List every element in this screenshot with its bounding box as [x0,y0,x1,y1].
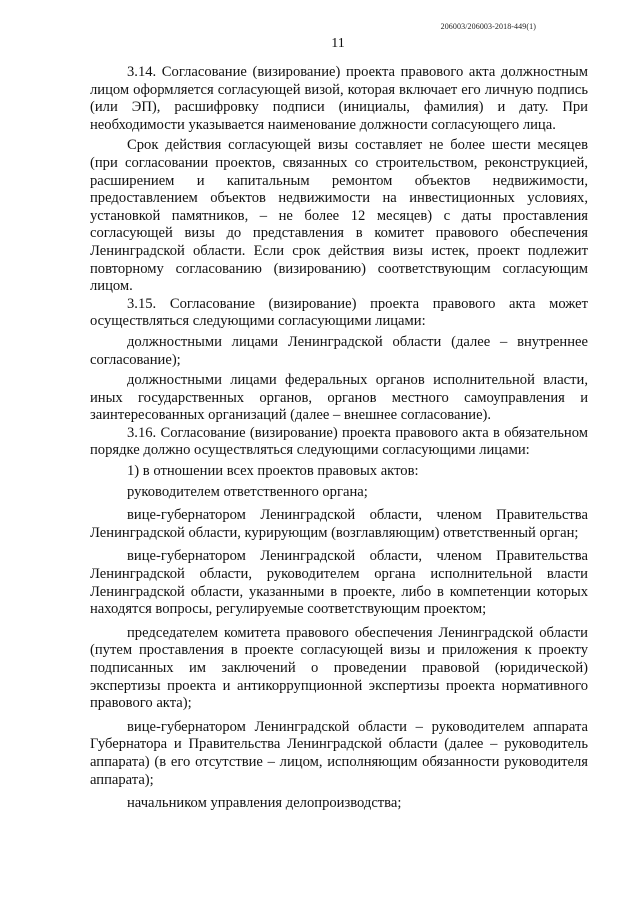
paragraph-external-approval: должностными лицами федеральных органов исполнительной власти, иных государственных органов, органов местного самоуправления и заинтересованных организаций (далее – внешнее согласование). [90,372,588,424]
paragraph-internal-approval: должностными лицами Ленинградской области (далее – внутреннее согласование); [90,333,588,368]
list-item-vice-governor-specified: вице-губернатором Ленинградской области, членом Правительства Ленинградской области, руководителем органа исполнительной власти Ленинградской области, указанными в проекте, либо в компетенции которых находятся вопросы, регулируемые соответствующим проектом; [90,548,588,618]
list-item-records-management-head: начальником управления делопроизводства; [127,795,402,812]
list-item-all-projects: 1) в отношении всех проектов правовых актов: [127,463,419,480]
document-id: 206003/206003-2018-449(1) [440,22,536,31]
list-item-responsible-head: руководителем ответственного органа; [127,483,368,500]
paragraph-3-14: 3.14. Согласование (визирование) проекта правового акта должностным лицом оформляется согласующей визой, которая включает его личную подпись (или ЭП), расшифровку подписи (инициалы, фамилия) и дату. При необходимости указывается наименование должности согласующего лица. [90,64,588,133]
list-item-head-of-administration: вице-губернатором Ленинградской области – руководителем аппарата Губернатора и Правительства Ленинградской области (далее – руководитель аппарата) (в его отсутствие – лицом, исполняющим обязанности руководителя аппарата); [90,718,588,788]
document-body [90,64,588,813]
list-item-vice-governor-curator: вице-губернатором Ленинградской области, членом Правительства Ленинградской области, курирующим (возглавляющим) ответственный орган; [90,507,588,541]
paragraph-3-15: 3.15. Согласование (визирование) проекта правового акта может осуществляться следующими согласующими лицами: [90,295,588,330]
list-item-legal-committee-chair: председателем комитета правового обеспечения Ленинградской области (путем проставления в проекте согласующей визы и приложения к проекту подписанных им заключений о проведении правовой (юридической) экспертизы проекта и антикоррупционной экспертизы проекта нормативного правового акта); [90,624,588,712]
paragraph-3-16: 3.16. Согласование (визирование) проекта правового акта в обязательном порядке должно осуществляться следующими согласующими лицами: [90,424,588,459]
paragraph-visa-validity: Срок действия согласующей визы составляет не более шести месяцев (при согласовании проектов, связанных со строительством, реконструкцией, расширением и капитальным ремонтом объектов недвижимости, предоставлением объектов недвижимости на инвестиционных условиях, установкой памятников, – не более 12 месяцев) с даты проставления согласующей визы до представления в комитет правового обеспечения Ленинградской области. Если срок действия визы истек, проект подлежит повторному согласованию (визированию) соответствующим согласующим лицом. [90,137,588,295]
page-number: 11 [331,36,345,51]
